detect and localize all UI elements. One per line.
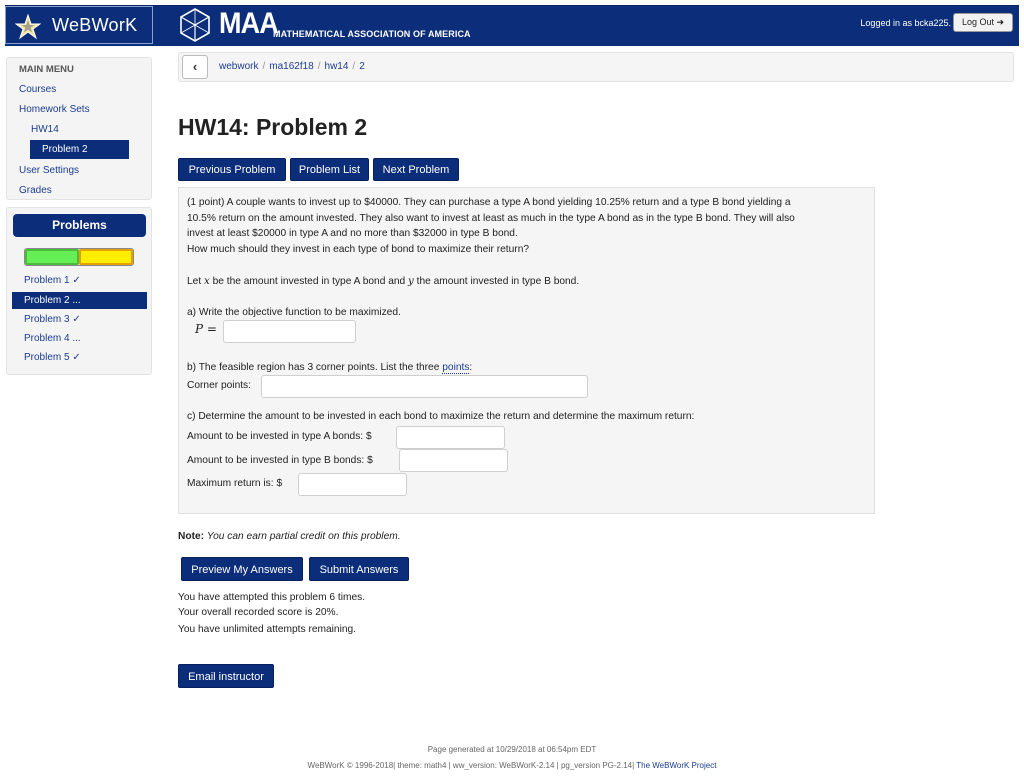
partial-credit-note [178, 531, 401, 542]
breadcrumb-separator: / [352, 61, 356, 72]
objective-function-input[interactable] [223, 320, 356, 343]
page-title: HW14: Problem 2 [178, 114, 368, 140]
breadcrumb-problem: 2 [359, 61, 365, 72]
part-c-label: c) Determine the amount to be invested in each bond to maximize the return and determine the maximum return: [187, 411, 695, 422]
logged-in-text: Logged in as bcka225. [860, 18, 951, 28]
maa-subtitle: MATHEMATICAL ASSOCIATION OF AMERICA [273, 29, 471, 39]
preview-answers-button[interactable]: Preview My Answers [181, 557, 303, 581]
problem-body [178, 187, 875, 514]
main-menu-panel [6, 57, 152, 200]
main-menu-title: MAIN MENU [19, 64, 74, 75]
maa-logo-icon [178, 8, 212, 42]
problem-link-4[interactable]: Problem 4 ... [24, 333, 81, 344]
part-b-label [187, 360, 472, 376]
let-text-post: the amount invested in type B bond. [416, 276, 580, 287]
let-text-mid: be the amount invested in type A bond and [212, 276, 406, 287]
part-b-text: b) The feasible region has 3 corner points. List the three [187, 362, 440, 373]
sidebar-item-user-settings[interactable]: User Settings [19, 165, 80, 176]
maa-logo-text: MAA [219, 7, 278, 40]
type-a-label: Amount to be invested in type A bonds: $ [187, 431, 372, 442]
sidebar-item-courses[interactable]: Courses [19, 84, 57, 95]
email-instructor-button[interactable]: Email instructor [178, 664, 274, 688]
variable-definition [187, 274, 579, 290]
sidebar-item-problem-2[interactable]: Problem 2 [30, 140, 129, 159]
breadcrumb-webwork[interactable]: webwork [219, 61, 259, 72]
next-problem-button[interactable]: Next Problem [373, 158, 459, 181]
score-progress-bar [24, 248, 134, 266]
corner-points-input[interactable] [261, 375, 588, 398]
sidebar-item-grades[interactable]: Grades [19, 185, 52, 196]
intro-line: (1 point) A couple wants to invest up to $40000. They can purchase a type A bond yielding 10.25% return and a type B bond yielding a [187, 197, 791, 208]
note-text: You can earn partial credit on this problem. [206, 531, 401, 542]
note-label: Note: [178, 531, 205, 542]
submit-answers-button[interactable]: Submit Answers [309, 557, 409, 581]
sidebar-item-hw14[interactable]: HW14 [31, 124, 59, 135]
breadcrumb [178, 52, 1014, 82]
top-navbar [5, 5, 1019, 46]
part-a-label: a) Write the objective function to be maximized. [187, 307, 401, 318]
max-return-input[interactable] [298, 473, 407, 496]
var-y: y [408, 276, 414, 287]
footer-info [0, 761, 1024, 770]
problem-intro [187, 195, 795, 257]
progress-attempted [79, 249, 133, 265]
problem-link-3[interactable]: Problem 3 ✓ [24, 314, 81, 325]
breadcrumb-separator: / [262, 61, 266, 72]
max-return-label: Maximum return is: $ [187, 478, 283, 489]
problem-link-5[interactable]: Problem 5 ✓ [24, 352, 81, 363]
type-b-amount-input[interactable] [399, 449, 508, 472]
problem-link-1[interactable]: Problem 1 ✓ [24, 275, 81, 286]
problem-list-button[interactable]: Problem List [290, 158, 369, 181]
webwork-logo-text: WeBWorK [52, 15, 138, 35]
sidebar-item-homework-sets[interactable]: Homework Sets [19, 104, 90, 115]
footer-generated: Page generated at 10/29/2018 at 06:54pm EDT [427, 745, 597, 754]
breadcrumb-set[interactable]: hw14 [324, 61, 349, 72]
problems-panel [6, 207, 152, 375]
let-text: Let [187, 276, 202, 287]
previous-problem-button[interactable]: Previous Problem [178, 158, 286, 181]
part-b-colon: : [469, 362, 473, 373]
breadcrumb-path [219, 61, 365, 72]
type-a-amount-input[interactable] [396, 426, 505, 449]
progress-correct [25, 249, 79, 265]
sign-out-icon: ➜ [996, 17, 1005, 27]
breadcrumb-course[interactable]: ma162f18 [269, 61, 314, 72]
logout-button[interactable] [953, 13, 1013, 32]
problems-title: Problems [13, 214, 146, 237]
corner-points-label: Corner points: [187, 380, 251, 391]
webwork-star-icon [15, 14, 41, 40]
footer-version: WeBWorK © 1996-2018| theme: math4 | ww_version: WeBWorK-2.14 | pg_version PG-2.14| [307, 761, 635, 770]
chevron-left-icon: ‹ [192, 59, 198, 74]
logout-label: Log Out [961, 17, 994, 27]
problem-link-2[interactable]: Problem 2 ... [12, 292, 147, 309]
intro-line: How much should they invest in each type of bond to maximize their return? [187, 243, 530, 255]
score-status: Your overall recorded score is 20%. [178, 607, 339, 618]
back-button[interactable] [182, 55, 208, 79]
remaining-status: You have unlimited attempts remaining. [178, 624, 357, 635]
objective-var: P = [195, 322, 217, 336]
breadcrumb-separator: / [317, 61, 321, 72]
type-b-label: Amount to be invested in type B bonds: $ [187, 455, 373, 466]
intro-line: 10.5% return on the amount invested. They also want to invest at least as much in the type A bond as in the type B bond. They will also [187, 212, 795, 224]
intro-line: invest at least $20000 in type A and no more than $32000 in type B bond. [187, 228, 518, 239]
webwork-logo-link[interactable] [5, 6, 153, 44]
footer-project-link[interactable]: The WeBWorK Project [636, 761, 717, 770]
var-x: x [204, 276, 210, 287]
attempts-status: You have attempted this problem 6 times. [178, 592, 366, 603]
points-help-link[interactable]: points [442, 362, 470, 373]
